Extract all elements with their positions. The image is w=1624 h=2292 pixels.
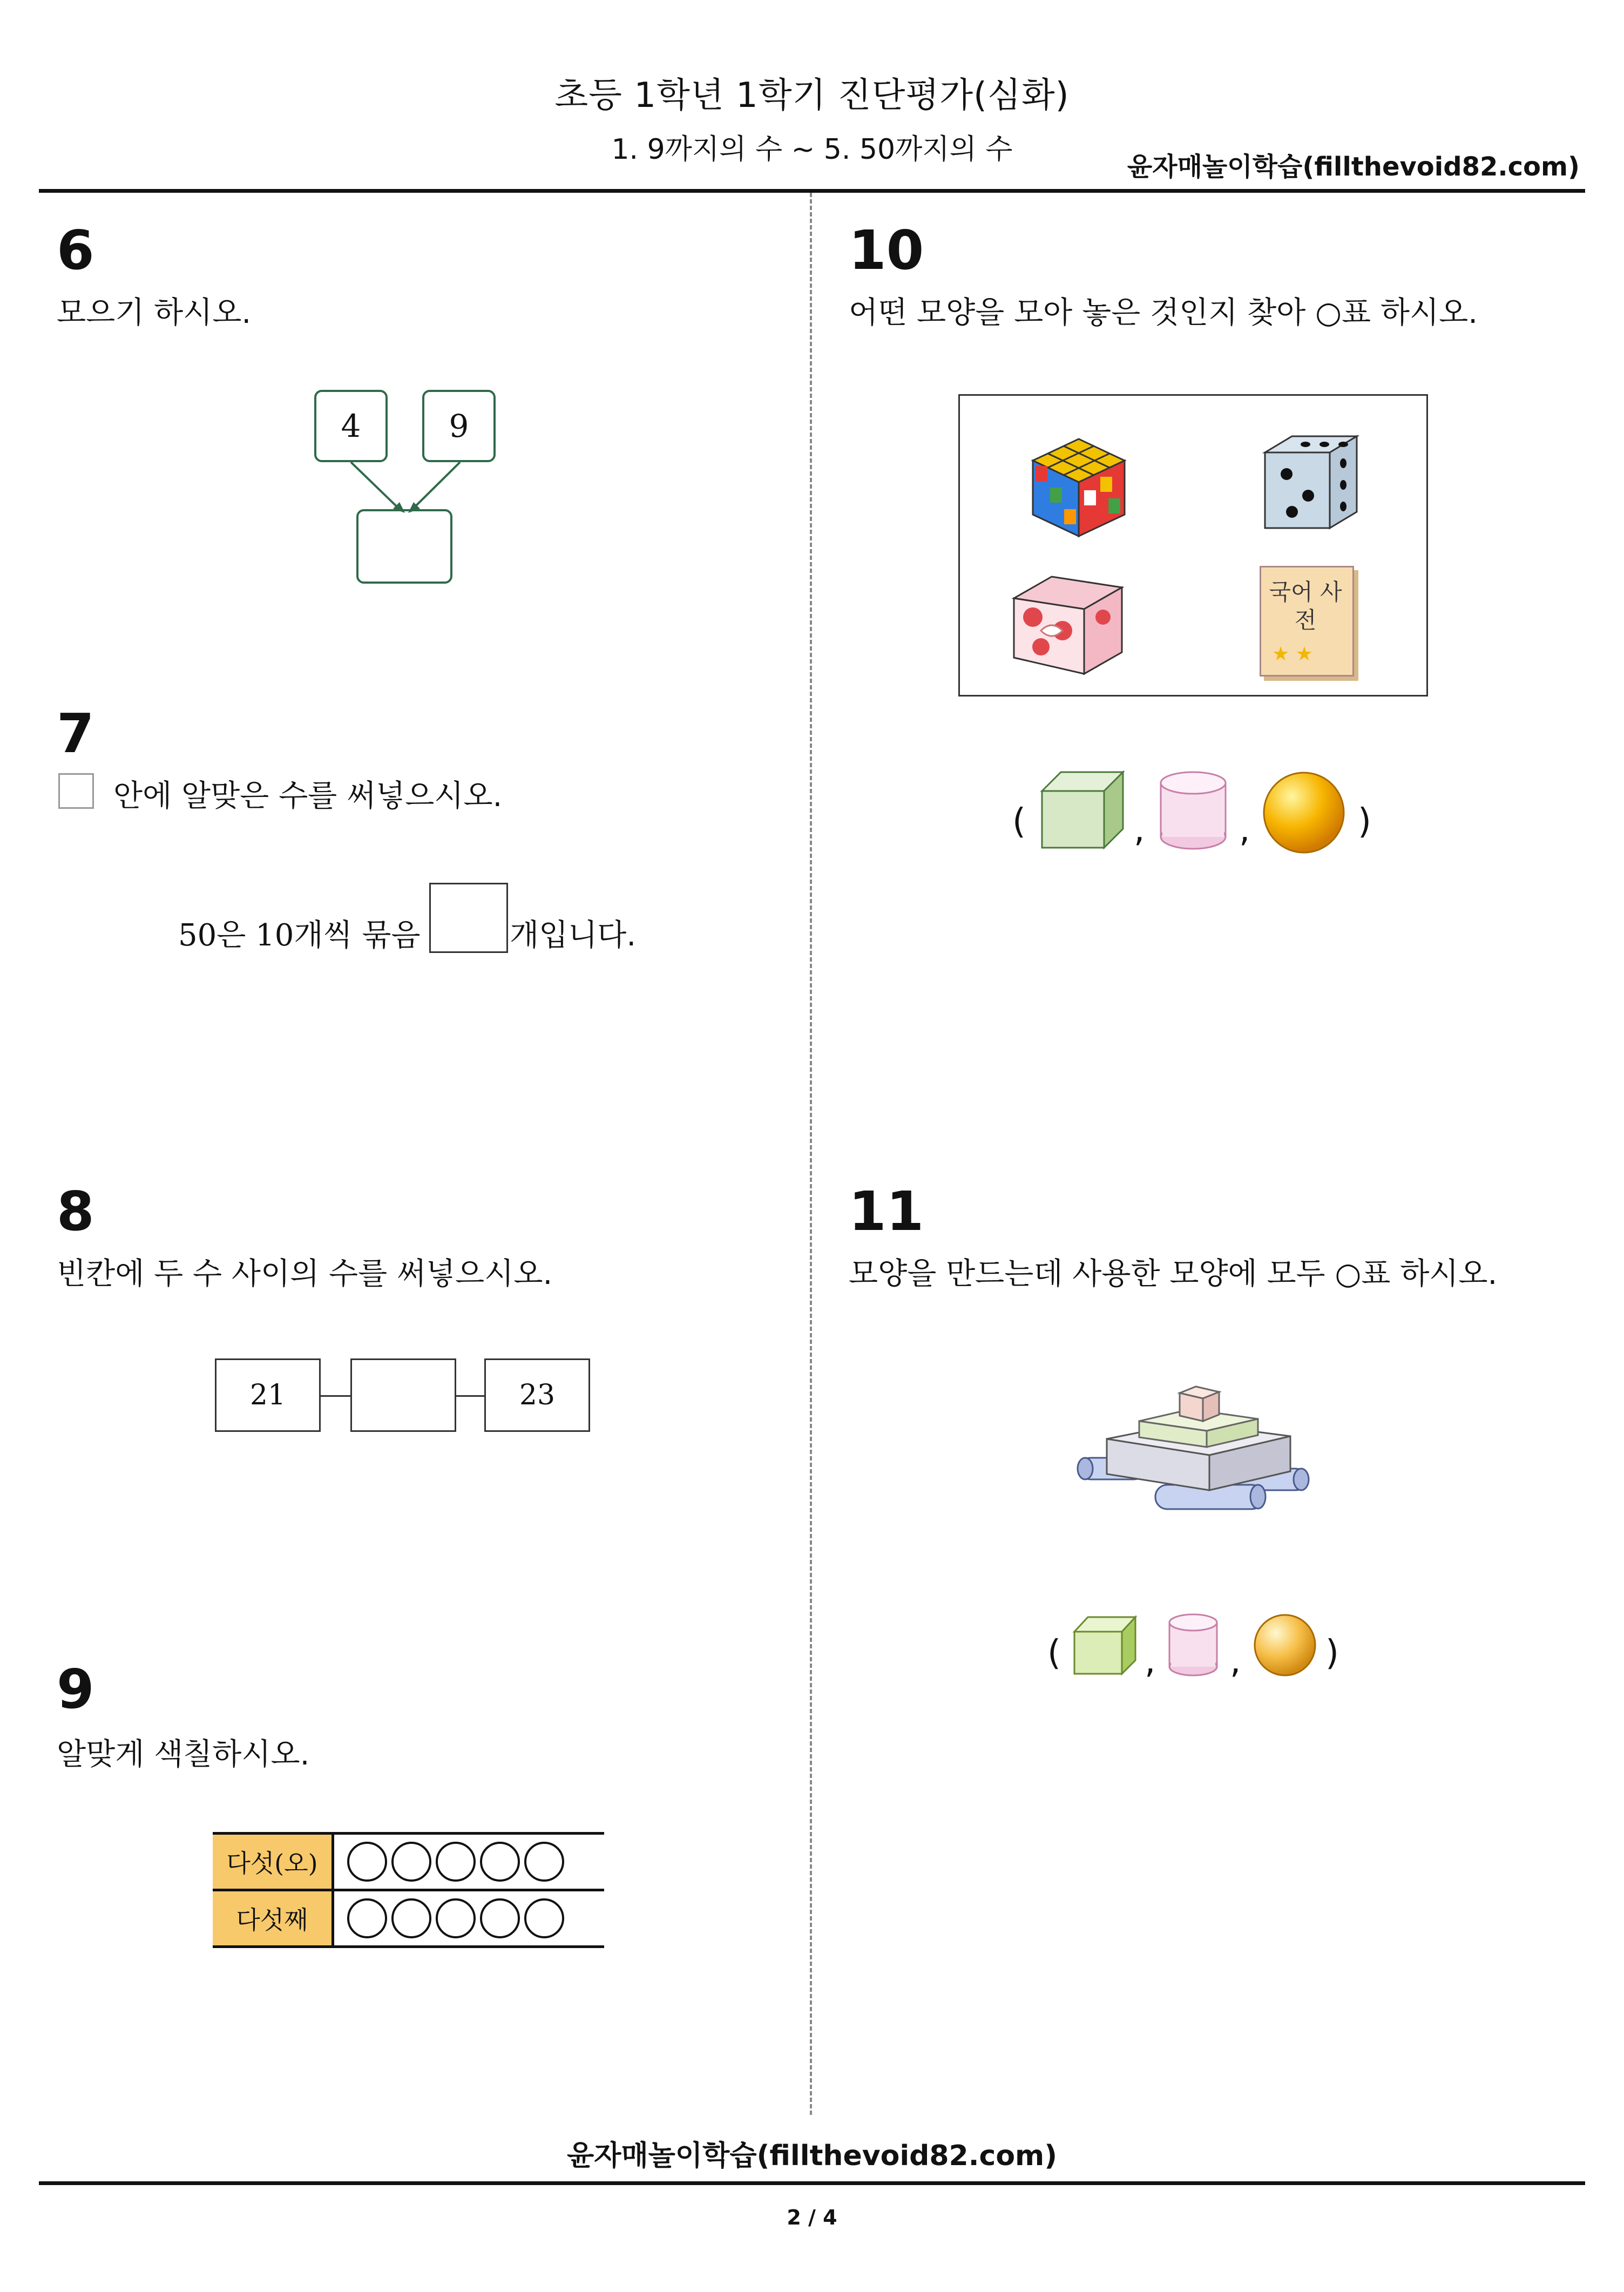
footer-rule bbox=[39, 2181, 1585, 2185]
gather-answer-box[interactable] bbox=[356, 509, 452, 584]
table-row bbox=[213, 1834, 604, 1890]
dice-icon bbox=[1254, 431, 1362, 539]
question-8-number: 8 bbox=[57, 1180, 94, 1243]
question-7-expr-after: 개입니다. bbox=[510, 918, 637, 953]
paren-open: ( bbox=[1012, 802, 1026, 842]
question-9-text: 알맞게 색칠하시오. bbox=[57, 1737, 310, 1772]
paren-close: ) bbox=[1358, 802, 1371, 842]
sphere-icon[interactable] bbox=[1251, 1612, 1319, 1679]
question-10-number: 10 bbox=[849, 219, 924, 282]
circle[interactable] bbox=[524, 1842, 564, 1882]
circle[interactable] bbox=[391, 1842, 431, 1882]
question-10-text: 어떤 모양을 모아 놓은 것인지 찾아 ○표 하시오. bbox=[849, 295, 1478, 330]
circle[interactable] bbox=[391, 1898, 431, 1938]
star-icon: ★ ★ bbox=[1272, 643, 1313, 665]
bundle-answer-box[interactable] bbox=[429, 883, 508, 953]
cube-icon[interactable] bbox=[1072, 1614, 1139, 1676]
paren-close: ) bbox=[1325, 1633, 1339, 1673]
row-label: 다섯(오) bbox=[213, 1834, 333, 1890]
counting-table bbox=[213, 1832, 604, 1948]
question-7-expr-before: 50은 10개씩 묶음 bbox=[178, 918, 421, 953]
circle[interactable] bbox=[480, 1842, 520, 1882]
connector-line bbox=[456, 1395, 484, 1397]
gather-left-box: 4 bbox=[314, 390, 388, 462]
brand-header: 윤자매놀이학습(fillthevoid82.com) bbox=[1127, 152, 1580, 182]
circle[interactable] bbox=[436, 1898, 476, 1938]
question-11-number: 11 bbox=[849, 1180, 924, 1243]
sphere-icon[interactable] bbox=[1261, 769, 1347, 856]
blank-box-icon bbox=[58, 773, 94, 809]
dictionary-book-icon bbox=[1260, 566, 1354, 677]
circle-row bbox=[333, 1834, 605, 1890]
gather-right-box: 9 bbox=[422, 390, 496, 462]
page-title: 초등 1학년 1학기 진단평가(심화) bbox=[554, 76, 1070, 116]
brand-footer: 윤자매놀이학습(fillthevoid82.com) bbox=[566, 2140, 1057, 2172]
rubiks-cube-icon bbox=[1025, 434, 1133, 542]
paren-open: ( bbox=[1047, 1633, 1061, 1673]
header-rule bbox=[39, 189, 1585, 193]
cylinder-icon[interactable] bbox=[1165, 1612, 1222, 1679]
cube-icon[interactable] bbox=[1039, 769, 1126, 850]
connector-line bbox=[321, 1395, 350, 1397]
question-7-text: 안에 알맞은 수를 써넣으시오. bbox=[113, 779, 503, 814]
question-6-number: 6 bbox=[57, 219, 94, 282]
question-8-text: 빈칸에 두 수 사이의 수를 써넣으시오. bbox=[57, 1256, 553, 1292]
gift-box-icon bbox=[1009, 566, 1127, 679]
circle[interactable] bbox=[347, 1842, 387, 1882]
separator: , bbox=[1134, 810, 1145, 850]
circle[interactable] bbox=[480, 1898, 520, 1938]
question-7-number: 7 bbox=[57, 702, 94, 765]
column-divider bbox=[810, 193, 812, 2115]
separator: , bbox=[1230, 1641, 1241, 1681]
circle[interactable] bbox=[436, 1842, 476, 1882]
between-answer-box[interactable] bbox=[350, 1358, 456, 1432]
question-6-text: 모으기 하시오. bbox=[57, 295, 252, 330]
separator: , bbox=[1145, 1641, 1156, 1681]
circle-row bbox=[333, 1890, 605, 1947]
page-number: 2 / 4 bbox=[787, 2206, 837, 2229]
between-left-box: 21 bbox=[215, 1358, 321, 1432]
separator: , bbox=[1239, 810, 1250, 850]
circle[interactable] bbox=[347, 1898, 387, 1938]
objects-frame bbox=[958, 394, 1428, 697]
between-right-box: 23 bbox=[484, 1358, 590, 1432]
question-9-number: 9 bbox=[57, 1658, 94, 1721]
cylinder-icon[interactable] bbox=[1155, 769, 1231, 853]
question-11-text: 모양을 만드는데 사용한 모양에 모두 ○표 하시오. bbox=[849, 1256, 1498, 1292]
book-title: 국어 사전 bbox=[1269, 579, 1342, 633]
page-subtitle: 1. 9까지의 수 ~ 5. 50까지의 수 bbox=[611, 133, 1013, 166]
table-row bbox=[213, 1890, 604, 1947]
circle[interactable] bbox=[524, 1898, 564, 1938]
block-structure-icon bbox=[1074, 1377, 1323, 1523]
row-label: 다섯째 bbox=[213, 1890, 333, 1947]
